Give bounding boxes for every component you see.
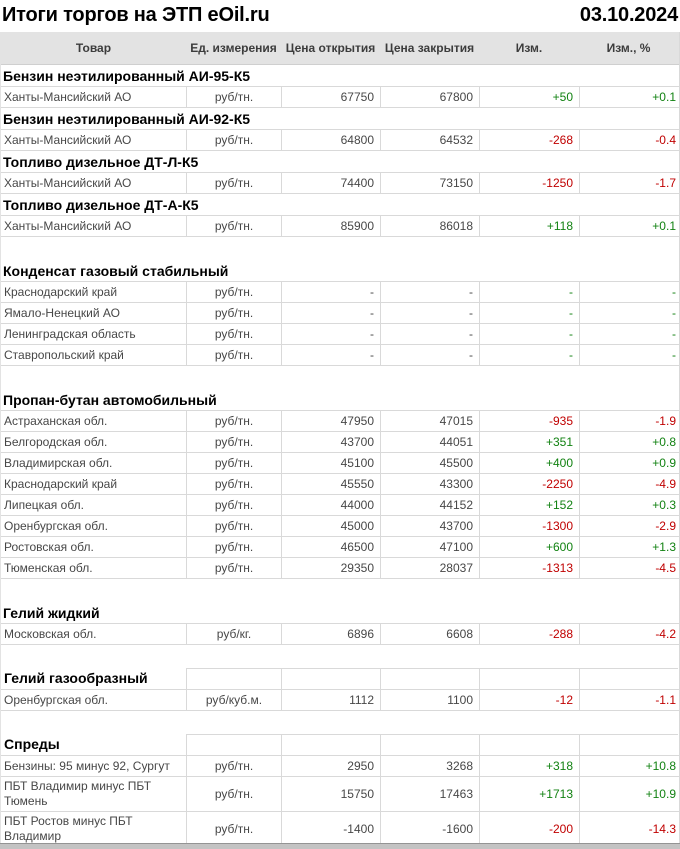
table-row (1, 624, 679, 645)
empty-cell (579, 734, 678, 755)
empty-cell (380, 734, 479, 755)
section-header-row (1, 668, 679, 690)
open-price-cell: 74400 (281, 173, 380, 193)
change-pct-cell: - (579, 345, 678, 365)
close-price-cell: - (380, 303, 479, 323)
column-header-0: Товар (75, 41, 112, 55)
close-price-cell: 44152 (380, 495, 479, 515)
table-row (1, 558, 679, 579)
unit-cell: руб/тн. (186, 173, 281, 193)
close-price-cell: 17463 (380, 777, 479, 811)
product-cell: Бензины: 95 минус 92, Сургут (4, 758, 170, 773)
column-header-5: Изм., % (606, 41, 651, 55)
product-cell: Оренбургская обл. (4, 518, 108, 533)
close-price-cell: - (380, 345, 479, 365)
section-title: Бензин неэтилированный АИ-95-К5 (3, 67, 251, 84)
close-price-cell: 43700 (380, 516, 479, 536)
table-row (1, 173, 679, 194)
empty-cell (479, 734, 579, 755)
section-header-row (1, 734, 679, 756)
close-price-cell: 6608 (380, 624, 479, 644)
change-cell: - (479, 303, 579, 323)
product-cell: Ставропольский край (4, 347, 124, 362)
change-cell: -200 (479, 812, 579, 846)
close-price-cell: 1100 (380, 690, 479, 710)
change-pct-cell: -1.7 (579, 173, 678, 193)
open-price-cell: - (281, 282, 380, 302)
section-header-row (1, 108, 679, 130)
section-title: Конденсат газовый стабильный (3, 262, 229, 279)
change-cell: -1313 (479, 558, 579, 578)
open-price-cell: - (281, 303, 380, 323)
change-pct-cell: +0.1 (579, 87, 678, 107)
spacer-row (1, 645, 679, 668)
change-pct-cell: -2.9 (579, 516, 678, 536)
table-row (1, 87, 679, 108)
product-cell: Ханты-Мансийский АО (4, 132, 132, 147)
product-cell: Ханты-Мансийский АО (4, 218, 132, 233)
open-price-cell: 67750 (281, 87, 380, 107)
unit-cell: руб/тн. (186, 453, 281, 473)
open-price-cell: 45100 (281, 453, 380, 473)
open-price-cell: 85900 (281, 216, 380, 236)
product-cell: ПБТ Владимир минус ПБТ Тюмень (4, 779, 152, 808)
product-cell: Московская обл. (4, 626, 97, 641)
results-table (0, 32, 680, 847)
unit-cell: руб/тн. (186, 411, 281, 431)
product-cell: Тюменская обл. (4, 560, 93, 575)
open-price-cell: 64800 (281, 130, 380, 150)
product-cell: Липецкая обл. (4, 497, 84, 512)
change-pct-cell: -1.1 (579, 690, 678, 710)
open-price-cell: 47950 (281, 411, 380, 431)
table-row (1, 282, 679, 303)
product-cell: Ханты-Мансийский АО (4, 175, 132, 190)
column-header-2: Цена открытия (285, 41, 376, 55)
product-cell: Астраханская обл. (4, 413, 108, 428)
open-price-cell: 44000 (281, 495, 380, 515)
unit-cell: руб/тн. (186, 777, 281, 811)
change-cell: - (479, 345, 579, 365)
close-price-cell: 28037 (380, 558, 479, 578)
table-row (1, 474, 679, 495)
section-header-row (1, 389, 679, 411)
product-cell: Ростовская обл. (4, 539, 94, 554)
change-cell: +400 (479, 453, 579, 473)
table-row (1, 516, 679, 537)
change-cell: -1300 (479, 516, 579, 536)
change-pct-cell: -0.4 (579, 130, 678, 150)
change-pct-cell: -4.5 (579, 558, 678, 578)
product-cell: ПБТ Ростов минус ПБТ Владимир (4, 814, 133, 843)
close-price-cell: 67800 (380, 87, 479, 107)
change-cell: -12 (479, 690, 579, 710)
change-pct-cell: -4.9 (579, 474, 678, 494)
unit-cell: руб/тн. (186, 324, 281, 344)
unit-cell: руб/тн. (186, 495, 281, 515)
table-row (1, 812, 679, 847)
section-title: Топливо дизельное ДТ-Л-К5 (3, 153, 199, 170)
column-header-4: Изм. (515, 41, 543, 55)
unit-cell: руб/тн. (186, 216, 281, 236)
section-title: Гелий жидкий (3, 604, 100, 621)
section-title: Топливо дизельное ДТ-А-К5 (3, 196, 199, 213)
change-cell: -2250 (479, 474, 579, 494)
close-price-cell: 73150 (380, 173, 479, 193)
section-header-row (1, 151, 679, 173)
close-price-cell: 47015 (380, 411, 479, 431)
unit-cell: руб/тн. (186, 558, 281, 578)
table-row (1, 453, 679, 474)
table-row (1, 756, 679, 777)
change-pct-cell: - (579, 324, 678, 344)
empty-cell (281, 734, 380, 755)
change-pct-cell: +1.3 (579, 537, 678, 557)
unit-cell: руб/тн. (186, 474, 281, 494)
change-pct-cell: +10.9 (579, 777, 678, 811)
change-cell: -268 (479, 130, 579, 150)
change-cell: +318 (479, 756, 579, 776)
section-title: Пропан-бутан автомобильный (3, 391, 217, 408)
unit-cell: руб/тн. (186, 282, 281, 302)
unit-cell: руб/тн. (186, 303, 281, 323)
open-price-cell: 6896 (281, 624, 380, 644)
unit-cell: руб/тн. (186, 537, 281, 557)
open-price-cell: 46500 (281, 537, 380, 557)
open-price-cell: 2950 (281, 756, 380, 776)
product-cell: Белгородская обл. (4, 434, 108, 449)
title-bar (0, 0, 680, 32)
empty-cell (186, 668, 281, 689)
section-title: Спреды (4, 736, 60, 752)
table-row (1, 324, 679, 345)
change-cell: -288 (479, 624, 579, 644)
change-cell: - (479, 324, 579, 344)
spacer-row (1, 711, 679, 734)
table-header-row (1, 32, 679, 65)
product-cell: Оренбургская обл. (4, 692, 108, 707)
report-date: 03.10.2024 (579, 3, 678, 26)
table-row (1, 303, 679, 324)
unit-cell: руб/тн. (186, 756, 281, 776)
table-row (1, 216, 679, 237)
change-cell: - (479, 282, 579, 302)
section-header-row (1, 602, 679, 624)
column-header-3: Цена закрытия (384, 41, 475, 55)
change-pct-cell: -4.2 (579, 624, 678, 644)
unit-cell: руб/тн. (186, 432, 281, 452)
unit-cell: руб/тн. (186, 130, 281, 150)
spacer-row (1, 366, 679, 389)
unit-cell: руб/кг. (186, 624, 281, 644)
close-price-cell: 44051 (380, 432, 479, 452)
empty-cell (281, 668, 380, 689)
table-row (1, 690, 679, 711)
table-row (1, 495, 679, 516)
table-row (1, 411, 679, 432)
open-price-cell: 45550 (281, 474, 380, 494)
close-price-cell: -1600 (380, 812, 479, 846)
unit-cell: руб/тн. (186, 87, 281, 107)
product-cell: Владимирская обл. (4, 455, 113, 470)
close-price-cell: 47100 (380, 537, 479, 557)
change-pct-cell: +0.1 (579, 216, 678, 236)
section-title: Гелий газообразный (4, 670, 148, 686)
product-cell: Краснодарский край (4, 476, 118, 491)
change-pct-cell: - (579, 282, 678, 302)
close-price-cell: 3268 (380, 756, 479, 776)
table-body (1, 65, 679, 847)
table-row (1, 345, 679, 366)
spacer-row (1, 237, 679, 260)
change-cell: +50 (479, 87, 579, 107)
open-price-cell: 29350 (281, 558, 380, 578)
page-title: Итоги торгов на ЭТП eOil.ru (2, 3, 270, 26)
table-row (1, 130, 679, 151)
unit-cell: руб/куб.м. (186, 690, 281, 710)
change-pct-cell: -14.3 (579, 812, 678, 846)
change-cell: -935 (479, 411, 579, 431)
section-header-row (1, 65, 679, 87)
section-title: Бензин неэтилированный АИ-92-К5 (3, 110, 251, 127)
close-price-cell: 64532 (380, 130, 479, 150)
close-price-cell: - (380, 324, 479, 344)
change-pct-cell: +0.3 (579, 495, 678, 515)
change-pct-cell: +0.9 (579, 453, 678, 473)
open-price-cell: 1112 (281, 690, 380, 710)
table-row (1, 537, 679, 558)
unit-cell: руб/тн. (186, 345, 281, 365)
table-row (1, 777, 679, 812)
open-price-cell: 45000 (281, 516, 380, 536)
change-pct-cell: -1.9 (579, 411, 678, 431)
close-price-cell: 43300 (380, 474, 479, 494)
change-cell: +1713 (479, 777, 579, 811)
close-price-cell: - (380, 282, 479, 302)
change-cell: +152 (479, 495, 579, 515)
change-cell: +600 (479, 537, 579, 557)
empty-cell (479, 668, 579, 689)
change-pct-cell: +10.8 (579, 756, 678, 776)
unit-cell: руб/тн. (186, 812, 281, 846)
empty-cell (380, 668, 479, 689)
close-price-cell: 45500 (380, 453, 479, 473)
product-cell: Ленинградская область (4, 326, 136, 341)
unit-cell: руб/тн. (186, 516, 281, 536)
change-cell: +351 (479, 432, 579, 452)
table-row (1, 432, 679, 453)
section-header-row (1, 260, 679, 282)
open-price-cell: - (281, 345, 380, 365)
open-price-cell: - (281, 324, 380, 344)
change-pct-cell: - (579, 303, 678, 323)
open-price-cell: 15750 (281, 777, 380, 811)
section-header-row (1, 194, 679, 216)
product-cell: Ямало-Ненецкий АО (4, 305, 120, 320)
column-header-1: Ед. измерения (190, 41, 277, 55)
product-cell: Краснодарский край (4, 284, 118, 299)
empty-cell (186, 734, 281, 755)
change-cell: +118 (479, 216, 579, 236)
empty-cell (579, 668, 678, 689)
product-cell: Ханты-Мансийский АО (4, 89, 132, 104)
horizontal-scrollbar[interactable] (0, 843, 680, 849)
open-price-cell: 43700 (281, 432, 380, 452)
change-pct-cell: +0.8 (579, 432, 678, 452)
change-cell: -1250 (479, 173, 579, 193)
spacer-row (1, 579, 679, 602)
open-price-cell: -1400 (281, 812, 380, 846)
close-price-cell: 86018 (380, 216, 479, 236)
